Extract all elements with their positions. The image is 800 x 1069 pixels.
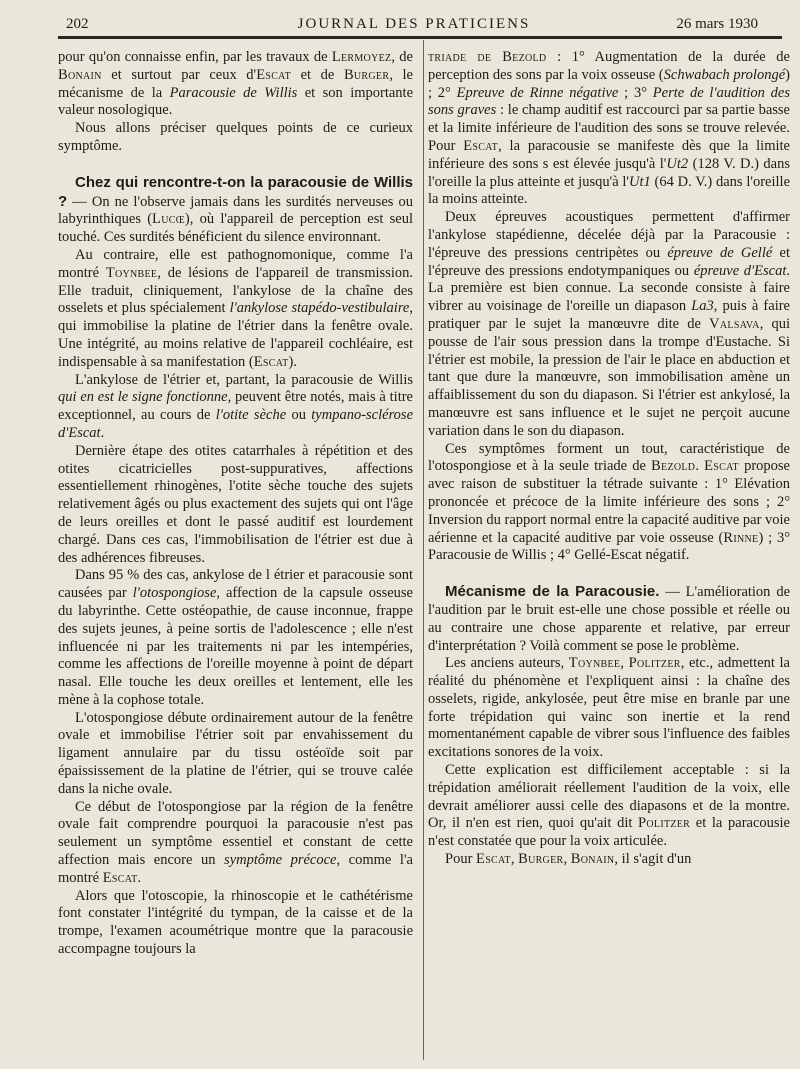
journal-title: JOURNAL DES PRATICIENS xyxy=(297,16,531,32)
paragraph: L'ankylose de l'étrier et, partant, la paracousie de Willis qui en est le signe fonctionne, peuvent être notés, mais à titre exceptionnel, au cours de l'otite sèche ou tympano-sclérose d'Escat. xyxy=(58,371,414,441)
section-paragraph: Mécanisme de la Paracousie. — L'amélioration de l'audition par le bruit est-elle une chose possible et réelle ou au contraire une chose apparente et relative, par erreur d'interprétation ? Voilà comment se pose le problème. xyxy=(428,583,791,654)
paragraph: Ce début de l'otospongiose par la région de la fenêtre ovale fait comprendre pourquoi la paracousie n'est pas seulement un symptôme essentiel et constant de cette affection mais encore un symptôme précoce, comme l'a montré Escat. xyxy=(58,798,413,886)
paragraph: Cette explication est difficilement acceptable : si la trépidation améliorait réellement l'audition de la voix, elle devrait améliorer aussi celle des diapasons et de la montre. Or, il n'en est rien, quoi qu'ait dit Politzer et la paracousie n'est constatée que pour la voix articulée. xyxy=(428,762,790,850)
paragraph: triade de Bezold : 1° Augmentation de la durée de perception des sons par la voix osseuse (Schwabach prolongé) ; 2° Epreuve de Rinne négative ; 3° Perte de l'audition des sons graves : le champ auditif est raccourci par sa partie basse et la limite inférieure de l'audition des sons se trouve relevée. Pour Escat, la paracousie se manifeste dès que la limite inférieure des sons s est élevée jusqu'à l'Ut2 (128 V. D.) dans l'oreille la plus atteinte et jusqu'à l'Ut1 (64 D. V.) dans l'oreille la moins atteinte. xyxy=(428,49,791,208)
paragraph: Les anciens auteurs, Toynbee, Politzer, etc., admettent la réalité du phénomène et l'expliquent ainsi : la chaîne des osselets, rigide, ankylosée, peut être mise en branle par une forte trépidation qui vainc son inertie et la rend momentanément capable de vibrer sous l'influence des faibles excitations sonores de la voix. xyxy=(428,655,790,761)
section-heading: Chez qui rencontre-t-on la paracousie de Willis ? xyxy=(58,173,413,210)
section-heading: Mécanisme de la Paracousie. xyxy=(445,583,660,601)
paragraph: pour qu'on connaisse enfin, par les travaux de Lermoyez, de Bonain et surtout par ceux d'Escat et de Burger, le mécanisme de la Paracousie de Willis et son importante valeur nosologique. xyxy=(58,49,414,119)
section-paragraph: Chez qui rencontre-t-on la paracousie de Willis ? — On ne l'observe jamais dans les surdités nerveuses ou labyrinthiques (Lucœ), où l'appareil de perception est seul touché. Ces surdités bénéficient du silence environnant. xyxy=(58,173,413,246)
column-divider xyxy=(423,40,424,1060)
running-header xyxy=(58,14,770,36)
paragraph: Alors que l'otoscopie, la rhinoscopie et le cathétérisme font constater l'intégrité du tympan, de la caisse et de la trompe, l'examen acoumétrique montre que la paracousie accompagne toujours la xyxy=(58,887,413,958)
page-number: 202 xyxy=(66,16,89,32)
left-column xyxy=(58,49,413,959)
paragraph: Dernière étape des otites catarrhales à répétition et des otites cicatricielles post-suppuratives, affections essentiellement rhinogènes, l'otite sèche touche des sujets relativement âgés ou plus exactement des sujets qui ont l'âge de leurs oreilles et dont le passé auditif est lourdement chargé. Dans ces cas, l'immobilisation de l'étrier est due à des adhérences fibreuses. xyxy=(58,442,413,566)
right-column xyxy=(428,49,790,869)
paragraph: Deux épreuves acoustiques permettent d'affirmer l'ankylose stapédienne, décelée déjà par la Paracousie : l'épreuve des pressions centripètes ou épreuve de Gellé et l'épreuve des pressions endotympaniques ou épreuve d'Escat. La première est bien connue. La seconde consiste à faire vibrer au voisinage de l'oreille un diapason La3, puis à faire pratiquer par le sujet la manœuvre dite de Valsava, qui pousse de l'air sous pression dans la trompe d'Eustache. Si l'étrier est mobile, la pression de l'air le place en abduction et tant que dure la manœuvre, son immobilisation amène un affaiblissement du son du diapason. Si l'étrier est ankylosé, la manœuvre est sans influence et le sujet ne perçoit aucune variation dans le son du diapason. xyxy=(428,209,791,439)
paragraph: Pour Escat, Burger, Bonain, il s'agit d'un xyxy=(445,851,692,868)
paragraph: Nous allons préciser quelques points de ce curieux symptôme. xyxy=(58,120,413,154)
issue-date: 26 mars 1930 xyxy=(676,16,758,32)
paragraph: Ces symptômes forment un tout, caractéristique de l'otospongiose et à la seule triade de Bezold. Escat propose avec raison de substituer la tétrade suivante : 1° Elévation prononcée et précoce de la limite inférieure des sons ; 2° Inversion du rapport normal entre la capacité auditive par voie aérienne et la capacité auditive par voie osseuse (Rinne) ; 3° Paracousie de Willis ; 4° Gellé-Escat négatif. xyxy=(428,440,790,564)
paragraph: Dans 95 % des cas, ankylose de l étrier et paracousie sont causées par l'otospongiose, affection de la capsule osseuse du labyrinthe. Cette ostéopathie, de cause inconnue, frappe des sujets jeunes, à peine sortis de l'adolescence ; elle n'est influencée ni par les traitements ni par les intempéries, comme les affections de l'oreille moyenne à point de départ nasal. Elle touche les deux oreilles et lentement, elle les mène à la cophose totale. xyxy=(58,567,413,708)
paragraph: L'otospongiose débute ordinairement autour de la fenêtre ovale et immobilise l'étrier soit par envahissement du ligament annulaire par du tissu ostéoïde soit par épaississement de la platine de l'étrier, qui se trouve calée dans la niche ovale. xyxy=(58,709,413,797)
header-rule xyxy=(58,36,782,39)
paragraph: Au contraire, elle est pathognomonique, comme l'a montré Toynbee, de lésions de l'appareil de transmission. Elle traduit, cliniquement, l'ankylose de la chaîne des osselets et plus spécialement l'ankylose stapédo-vestibulaire, qui immobilise la platine de l'étrier dans la fenêtre ovale. Une intégrité, au moins relative de l'appareil cochléaire, est indispensable à sa manifestation (Escat). xyxy=(58,246,413,370)
